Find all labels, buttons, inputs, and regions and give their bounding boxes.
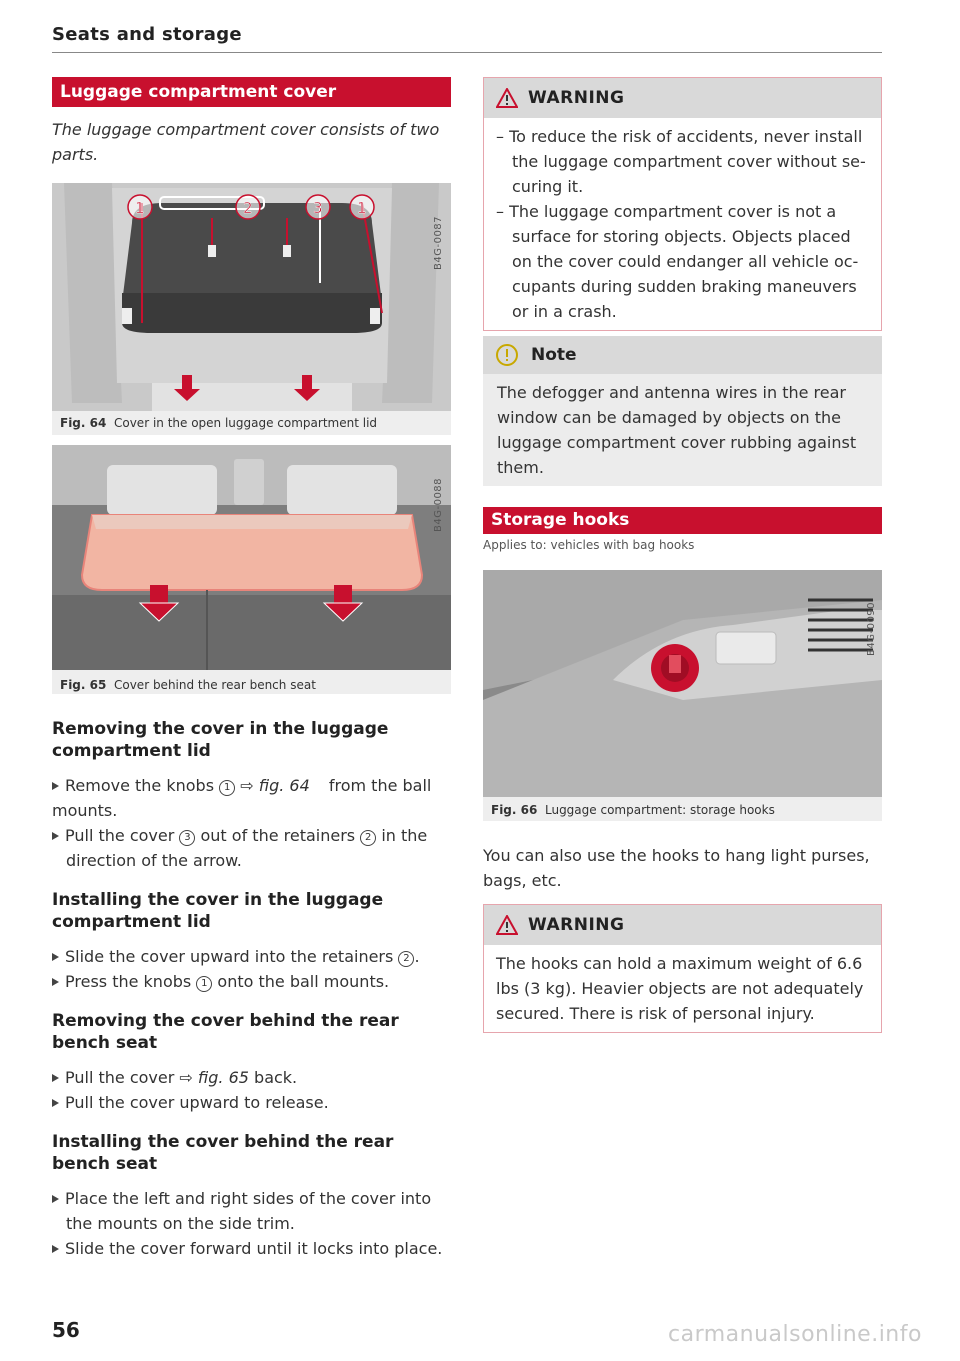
figure-65-image bbox=[52, 445, 451, 670]
note-info-icon bbox=[495, 343, 519, 367]
storage-hooks-body: You can also use the hooks to hang light purses, bags, etc. bbox=[483, 846, 870, 890]
note-header bbox=[483, 336, 882, 374]
warning-triangle-icon bbox=[496, 88, 518, 108]
warning-header bbox=[484, 905, 881, 945]
warning-triangle-icon bbox=[496, 915, 518, 935]
step-pull-cover-back: Pull the cover ⇨ fig. 65 back. bbox=[52, 1065, 451, 1090]
note-title: Note bbox=[531, 345, 577, 365]
callout-ref-2: 2 bbox=[398, 951, 414, 967]
bullet-arrow-icon bbox=[52, 832, 59, 840]
bullet-arrow-icon bbox=[52, 1195, 59, 1203]
storage-hooks-illustration bbox=[483, 570, 882, 797]
heading-remove-lid: Removing the cover in the luggage compartment lid bbox=[52, 719, 389, 761]
note-text: The defogger and antenna wires in the rear window can be damaged by objects on the luggage compartment cover rubbing against them. bbox=[497, 383, 857, 477]
storage-hooks-heading: Storage hooks bbox=[483, 507, 882, 534]
step-pull-cover-release: Pull the cover upward to release. bbox=[52, 1090, 451, 1115]
warning-box-cover bbox=[483, 77, 882, 331]
figure-66-image bbox=[483, 570, 882, 797]
step-place-sides: Place the left and right sides of the cover into the mounts on the side trim. bbox=[52, 1186, 451, 1236]
figure-65-caption bbox=[60, 678, 450, 692]
callout-2: 2 bbox=[243, 199, 253, 217]
step-press-knobs: Press the knobs 1 onto the ball mounts. bbox=[52, 969, 451, 994]
page-section-title: Seats and storage bbox=[52, 24, 242, 45]
figure-64-caption bbox=[60, 416, 450, 430]
step-slide-cover-up: Slide the cover upward into the retainers 2 . bbox=[52, 944, 451, 969]
figure-64-label: Fig. 64 bbox=[60, 416, 107, 430]
step-pull-cover: Pull the cover 3 out of the retainers 2 in the direction of the arrow. bbox=[52, 823, 451, 873]
figure-66-caption-text: Luggage compartment: storage hooks bbox=[544, 803, 775, 817]
luggage-lid-illustration bbox=[52, 183, 451, 411]
warning-header bbox=[484, 78, 881, 118]
fig-65-link[interactable]: fig. 65 bbox=[197, 1068, 249, 1087]
figure-64-caption-text: Cover in the open luggage compartment lid bbox=[113, 416, 378, 430]
figure-66-code: B4G-0090 bbox=[866, 601, 877, 656]
callout-ref-3: 3 bbox=[179, 830, 195, 846]
heading-install-bench: Installing the cover behind the rear bench seat bbox=[52, 1132, 394, 1174]
rear-bench-illustration bbox=[52, 445, 451, 670]
step-remove-knobs: Remove the knobs 1 ⇨ fig. 64 from the ball mounts. bbox=[52, 776, 432, 820]
figure-64-image bbox=[52, 183, 451, 411]
bullet-arrow-icon bbox=[52, 978, 59, 986]
arrow-ref-icon: ⇨ bbox=[240, 776, 254, 795]
callout-ref-1: 1 bbox=[219, 780, 235, 796]
warning-box-hooks bbox=[483, 904, 882, 1033]
warning-title: WARNING bbox=[528, 88, 625, 108]
note-box bbox=[483, 336, 882, 486]
figure-64-code: B4G-0087 bbox=[433, 215, 444, 270]
figure-65-label: Fig. 65 bbox=[60, 678, 107, 692]
warning-body bbox=[484, 118, 881, 330]
header-divider bbox=[52, 52, 882, 53]
callout-3: 3 bbox=[313, 199, 323, 217]
applies-to-note: Applies to: vehicles with bag hooks bbox=[483, 538, 695, 552]
bullet-arrow-icon bbox=[52, 1099, 59, 1107]
fig-64-link[interactable]: fig. 64 bbox=[258, 776, 310, 795]
bullet-arrow-icon bbox=[52, 1245, 59, 1253]
warning-title: WARNING bbox=[528, 915, 625, 935]
arrow-ref-icon: ⇨ bbox=[179, 1068, 193, 1087]
warning-item: – To reduce the risk of accidents, never install the luggage compartment cover without se-curing it. bbox=[496, 127, 866, 196]
heading-install-lid: Installing the cover in the luggage compartment lid bbox=[52, 890, 384, 932]
figure-66-label: Fig. 66 bbox=[491, 803, 538, 817]
callout-1-left: 1 bbox=[135, 199, 145, 217]
bullet-arrow-icon bbox=[52, 1074, 59, 1082]
bullet-arrow-icon bbox=[52, 782, 59, 790]
watermark: carmanualsonline.info bbox=[668, 1322, 922, 1347]
warning-text: The hooks can hold a maximum weight of 6.6 lbs (3 kg). Heavier objects are not adequately secured. There is risk of personal injury. bbox=[484, 945, 881, 1032]
intro-text: The luggage compartment cover consists of two parts. bbox=[52, 120, 440, 164]
step-slide-forward: Slide the cover forward until it locks into place. bbox=[52, 1236, 451, 1261]
bullet-arrow-icon bbox=[52, 953, 59, 961]
figure-65-caption-text: Cover behind the rear bench seat bbox=[113, 678, 316, 692]
page-number: 56 bbox=[52, 1318, 80, 1342]
callout-ref-1: 1 bbox=[196, 976, 212, 992]
luggage-cover-heading: Luggage compartment cover bbox=[52, 77, 451, 107]
callout-ref-2: 2 bbox=[360, 830, 376, 846]
figure-65-code: B4G-0088 bbox=[433, 477, 444, 532]
warning-item: – The luggage compartment cover is not a surface for storing objects. Objects placed on the cover could endanger all vehicle oc-cupants during sudden braking maneuvers or in a crash. bbox=[496, 202, 859, 321]
heading-remove-bench: Removing the cover behind the rear bench seat bbox=[52, 1011, 399, 1053]
callout-1-right: 1 bbox=[357, 199, 367, 217]
figure-66-caption bbox=[491, 803, 881, 817]
